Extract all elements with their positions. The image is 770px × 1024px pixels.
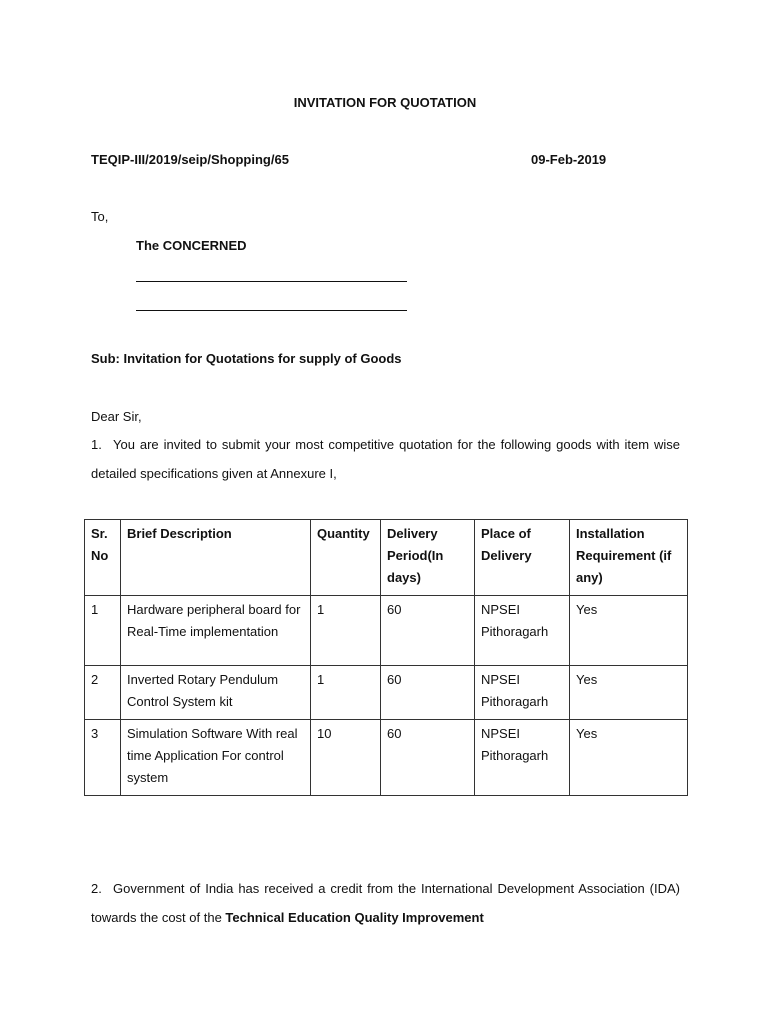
subject-line: Sub: Invitation for Quotations for supply of Goods (91, 351, 402, 366)
cell-delivery: 60 (381, 666, 475, 720)
cell-place: NPSEI Pithoragarh (475, 596, 570, 666)
table-header-row (85, 520, 688, 596)
header-installation-requirement: Installation Requirement (if any) (570, 520, 688, 596)
goods-table (84, 519, 688, 796)
header-sr-no: Sr. No (85, 520, 121, 596)
paragraph-1-number: 1. (91, 437, 102, 452)
paragraph-2 (91, 874, 680, 932)
addressee: The CONCERNED (136, 238, 247, 253)
cell-place: NPSEI Pithoragarh (475, 720, 570, 796)
cell-sr: 1 (85, 596, 121, 666)
address-blank-line-2 (136, 310, 407, 311)
cell-sr: 2 (85, 666, 121, 720)
cell-installation: Yes (570, 666, 688, 720)
cell-quantity: 1 (311, 596, 381, 666)
cell-installation: Yes (570, 720, 688, 796)
letter-date: 09-Feb-2019 (531, 152, 607, 167)
address-blank-line-1 (136, 281, 407, 282)
cell-description: Hardware peripheral board for Real-Time implementation (121, 596, 311, 666)
cell-delivery: 60 (381, 596, 475, 666)
cell-place: NPSEI Pithoragarh (475, 666, 570, 720)
reference-number: TEQIP-III/2019/seip/Shopping/65 (91, 152, 289, 167)
paragraph-2-text: Government of India has received a credit from the International Development Association (IDA) towards the cost of the (91, 881, 680, 925)
salutation: Dear Sir, (91, 409, 142, 424)
paragraph-1-text: You are invited to submit your most competitive quotation for the following goods with item wise detailed specifications given at Annexure I, (91, 437, 680, 481)
cell-quantity: 1 (311, 666, 381, 720)
paragraph-1 (91, 430, 680, 488)
cell-sr: 3 (85, 720, 121, 796)
to-label: To, (91, 209, 109, 224)
page-title: INVITATION FOR QUOTATION (293, 95, 477, 110)
table-row (85, 666, 688, 720)
cell-description: Inverted Rotary Pendulum Control System kit (121, 666, 311, 720)
cell-installation: Yes (570, 596, 688, 666)
header-brief-description: Brief Description (121, 520, 311, 596)
cell-description: Simulation Software With real time Application For control system (121, 720, 311, 796)
cell-quantity: 10 (311, 720, 381, 796)
cell-delivery: 60 (381, 720, 475, 796)
header-quantity: Quantity (311, 520, 381, 596)
paragraph-2-number: 2. (91, 881, 102, 896)
table-row (85, 596, 688, 666)
header-place-of-delivery: Place of Delivery (475, 520, 570, 596)
header-delivery-period: Delivery Period(In days) (381, 520, 475, 596)
table-row (85, 720, 688, 796)
paragraph-2-bold-text: Technical Education Quality Improvement (225, 910, 484, 925)
